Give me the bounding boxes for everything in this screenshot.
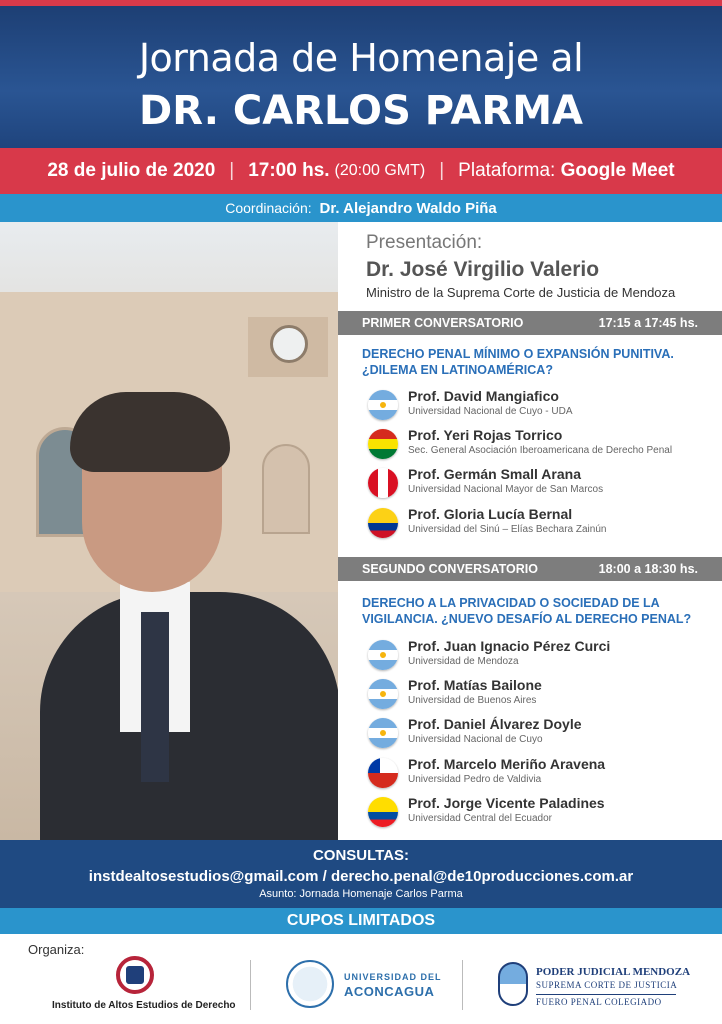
presentation-label: Presentación: xyxy=(366,232,483,253)
divider xyxy=(536,994,676,995)
bolivia-flag-icon xyxy=(368,429,398,459)
session1-bar xyxy=(338,311,722,335)
contact-subject: Asunto: Jornada Homenaje Carlos Parma xyxy=(259,888,463,900)
event-info-bar xyxy=(0,148,722,194)
event-title: Jornada de Homenaje al xyxy=(138,36,584,80)
argentina-flag-icon xyxy=(368,640,398,670)
contact-title: CONSULTAS: xyxy=(312,847,410,864)
clock-icon xyxy=(270,325,308,363)
speaker-item: Prof. Gloria Lucía Bernal Universidad del Sinú – Elías Bechara Zainún xyxy=(368,506,718,540)
coordination-label: Coordinación: xyxy=(225,200,312,216)
event-time-gmt: (20:00 GMT) xyxy=(334,162,426,179)
institute-name: Instituto de Altos Estudios de Derecho xyxy=(52,1000,236,1011)
colombia-flag-icon xyxy=(368,508,398,538)
session1-time: 17:15 a 17:45 hs. xyxy=(598,316,698,330)
organizers-footer xyxy=(0,934,722,1024)
court-division: FUERO PENAL COLEGIADO xyxy=(536,997,662,1007)
contact-emails[interactable]: instdealtosestudios@gmail.com / derecho.penal@de10producciones.com.ar xyxy=(88,868,634,885)
speaker-item: Prof. Matías Bailone Universidad de Buenos Aires xyxy=(368,677,718,711)
presentation-block xyxy=(366,232,675,300)
speaker-item: Prof. David Mangiafico Universidad Nacional de Cuyo - UDA xyxy=(368,388,718,422)
session2-title: SEGUNDO CONVERSATORIO xyxy=(362,562,538,576)
coordinator-name: Dr. Alejandro Waldo Piña xyxy=(319,200,497,217)
arched-window xyxy=(262,444,310,534)
institute-logo-icon xyxy=(116,956,154,994)
divider: | xyxy=(439,160,445,181)
judiciary-name: PODER JUDICIAL MENDOZA xyxy=(536,966,691,978)
coordination-bar xyxy=(0,194,722,222)
peru-flag-icon xyxy=(368,468,398,498)
speaker-item: Prof. Juan Ignacio Pérez Curci Universidad de Mendoza xyxy=(368,638,718,672)
header-banner xyxy=(0,0,722,148)
event-date: 28 de julio de 2020 xyxy=(47,160,216,181)
argentina-flag-icon xyxy=(368,390,398,420)
platform-label: Plataforma: xyxy=(458,160,556,181)
tie xyxy=(141,612,169,782)
event-time: 17:00 hs. xyxy=(248,160,330,181)
divider xyxy=(462,960,463,1010)
speaker-item: Prof. Marcelo Meriño Aravena Universidad Pedro de Valdivia xyxy=(368,756,718,790)
presenter-name: Dr. José Virgilio Valerio xyxy=(366,258,600,281)
organiza-label: Organiza: xyxy=(28,942,85,957)
court-name: SUPREMA CORTE DE JUSTICIA xyxy=(536,980,678,990)
presenter-role: Ministro de la Suprema Corte de Justicia de Mendoza xyxy=(366,285,676,300)
limited-seats-banner: CUPOS LIMITADOS xyxy=(0,908,722,934)
session2-time: 18:00 a 18:30 hs. xyxy=(598,562,698,576)
honoree-photo xyxy=(0,222,338,840)
speaker-item: Prof. Yeri Rojas Torrico Sec. General Asociación Iberoamericana de Derecho Penal xyxy=(368,427,718,461)
divider: | xyxy=(229,160,235,181)
speaker-item: Prof. Daniel Álvarez Doyle Universidad Nacional de Cuyo xyxy=(368,716,718,750)
hair xyxy=(70,392,230,472)
university-seal-icon xyxy=(286,960,334,1008)
divider xyxy=(250,960,251,1010)
session2-topic: DERECHO A LA PRIVACIDAD O SOCIEDAD DE LA VIGILANCIA. ¿NUEVO DESAFÍO AL DERECHO PENAL? xyxy=(362,596,692,626)
speaker-item: Prof. Jorge Vicente Paladines Universidad Central del Ecuador xyxy=(368,795,718,829)
session1-title: PRIMER CONVERSATORIO xyxy=(362,316,524,330)
ecuador-flag-icon xyxy=(368,797,398,827)
university-name-bottom: ACONCAGUA xyxy=(344,984,435,999)
contact-section xyxy=(0,840,722,908)
speaker-item: Prof. Germán Small Arana Universidad Nacional Mayor de San Marcos xyxy=(368,466,718,500)
platform-name: Google Meet xyxy=(560,160,675,181)
chile-flag-icon xyxy=(368,758,398,788)
judicial-shield-icon xyxy=(498,962,528,1006)
argentina-flag-icon xyxy=(368,718,398,748)
session2-bar xyxy=(338,557,722,581)
session1-topic: DERECHO PENAL MÍNIMO O EXPANSIÓN PUNITIVA. ¿DILEMA EN LATINOAMÉRICA? xyxy=(362,347,674,377)
university-name-top: UNIVERSIDAD DEL xyxy=(344,972,442,982)
honoree-name: DR. CARLOS PARMA xyxy=(139,88,583,134)
argentina-flag-icon xyxy=(368,679,398,709)
